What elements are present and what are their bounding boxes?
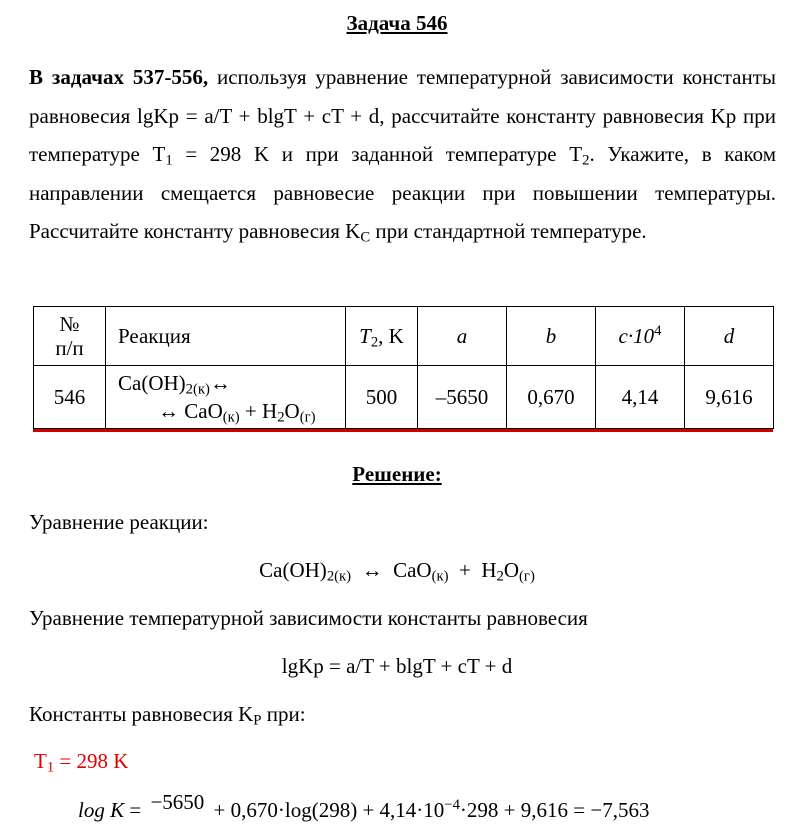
task-title: Задача 546: [346, 11, 448, 35]
kp-formula: log K = −5650 + $0,670\cdot\log(298) + 4,14\cdot 10^{-4}\cdot 298 + 9,616 = -7,563$: [78, 789, 650, 822]
header-b: b: [507, 307, 596, 366]
reaction-label: Уравнение реакции:: [29, 510, 209, 534]
table-header-row: [34, 307, 774, 366]
task-statement: В задачах 537-556, используя уравнение температурной зависимости константы равновесия lgKp = a/T + blgT + cT + d, рассчитайте константу равновесия Kp при температуре $T_1 = 298$ K и при заданной температуре $T_2$. Укажите, в каком направлении смещается равновесие реакции при повышении температуры. Рассчитайте константу равновесия $K_C$ при стандартной температуре.: [29, 65, 776, 246]
cell-b: 0,670: [507, 366, 596, 429]
header-reaction: Реакция: [106, 307, 346, 366]
constants-label: Константы равновесия $K_P$ при:: [29, 702, 306, 729]
dependence-label: Уравнение температурной зависимости константы равновесия: [29, 606, 588, 630]
task-data-table: [33, 306, 774, 429]
header-a: a: [418, 307, 507, 366]
header-num: № п/п: [34, 307, 106, 366]
red-underline: [33, 429, 773, 432]
cell-reaction: $Ca(OH)_{2(к)}\leftrightarrow$ ↔ $CaO_{(к)} + H_2O_{(г)}$: [106, 366, 346, 429]
cell-a: –5650: [418, 366, 507, 429]
solution-title: Решение:: [352, 462, 442, 486]
t1-heading: $T_1 = 298$ K: [34, 749, 129, 776]
table-row: [34, 366, 774, 429]
header-d: d: [685, 307, 774, 366]
task-lead: В задачах 537-556,: [29, 65, 209, 89]
header-c: $c\cdot 10^4$: [596, 307, 685, 366]
cell-d: 9,616: [685, 366, 774, 429]
reaction-equation: $Ca(OH)_{2(к)}$ ↔ $CaO_{(к)} + H_2O_{(г)}$: [259, 558, 535, 585]
dependence-equation: lgKp = a/T + blgT + cT + d: [281, 654, 513, 678]
header-t2: $T_2$, K: [346, 307, 418, 366]
cell-num: 546: [34, 366, 106, 429]
cell-c: 4,14: [596, 366, 685, 429]
cell-t2: 500: [346, 366, 418, 429]
